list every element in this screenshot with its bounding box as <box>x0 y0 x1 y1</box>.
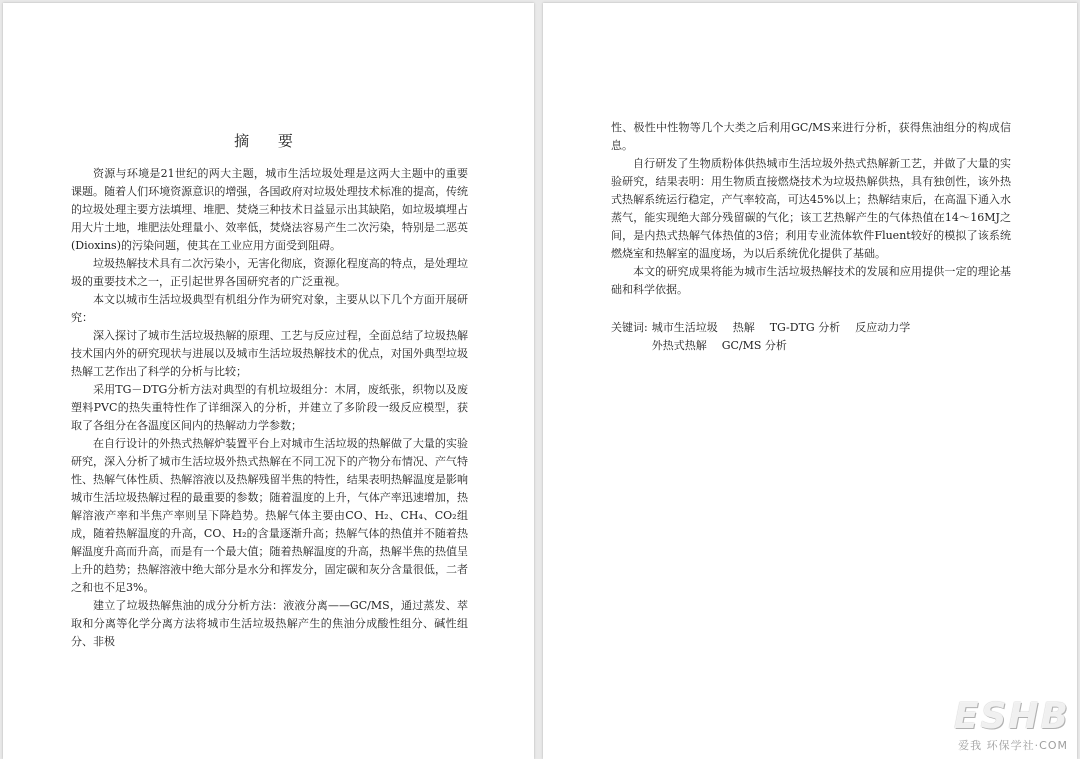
left-page <box>3 3 534 759</box>
right-paragraph-3: 本文的研究成果将能为城市生活垃圾热解技术的发展和应用提供一定的理论基础和科学依据。 <box>611 265 1011 296</box>
keyword-item: TG-DTG 分析 <box>769 321 841 334</box>
left-paragraph-3: 本文以城市生活垃圾典型有机组分作为研究对象，主要从以下几个方面开展研究： <box>71 293 468 324</box>
right-page <box>543 3 1077 759</box>
watermark-subtitle: 爱我 环保学社·COM <box>958 739 1068 752</box>
abstract-title: 摘 要 <box>234 132 305 150</box>
keyword-item: 反应动力学 <box>855 321 911 334</box>
keyword-item: 城市生活垃圾 <box>651 321 718 334</box>
keywords-label: 关键词: <box>611 321 648 334</box>
left-paragraph-2: 垃圾热解技术具有二次污染小，无害化彻底，资源化程度高的特点，是处理垃圾的重要技术之一，正引起世界各国研究者的广泛重视。 <box>71 257 468 288</box>
watermark-logo: ESHB <box>953 696 1070 737</box>
keywords-block <box>611 319 1011 355</box>
keyword-item: GC/MS 分析 <box>721 339 787 352</box>
keyword-item: 热解 <box>732 321 755 334</box>
right-paragraph-2: 自行研发了生物质粉体供热城市生活垃圾外热式热解新工艺，并做了大量的实验研究，结果表明：用生物质直接燃烧技术为垃圾热解供热，具有独创性，该外热式热解系统运行稳定，产气率较高，可达45%以上；热解结束后，在高温下通入水蒸气，能实现绝大部分残留碳的气化；该工艺热解产生的气体热值在14～16MJ之间，是内热式热解气体热值的3倍；利用专业流体软件Fluent较好的模拟了该系统燃烧室和热解室的温度场，为以后系统优化提供了基础。 <box>611 157 1011 260</box>
keywords-list <box>652 319 982 355</box>
right-paragraph-1: 性、极性中性物等几个大类之后利用GC/MS来进行分析，获得焦油组分的构成信息。 <box>611 121 1011 152</box>
left-paragraph-7: 建立了垃圾热解焦油的成分分析方法：液液分离——GC/MS，通过蒸发、萃取和分离等化学分离方法将城市生活垃圾热解产生的焦油分成酸性组分、碱性组分、非极 <box>71 599 468 648</box>
left-paragraph-4: 深入探讨了城市生活垃圾热解的原理、工艺与反应过程，全面总结了垃圾热解技术国内外的研究现状与进展以及城市生活垃圾热解技术的优点，对国外典型垃圾热解工艺作出了科学的分析与比较； <box>71 329 468 378</box>
site-watermark <box>900 697 1072 753</box>
left-paragraph-1: 资源与环境是21世纪的两大主题，城市生活垃圾处理是这两大主题中的重要课题。随着人们环境资源意识的增强，各国政府对垃圾处理技术标准的提高，传统的垃圾处理主要方法填埋、堆肥、焚烧三种技术日益显示出其缺陷，如垃圾填埋占用大片土地，堆肥法处理量小、效率低，焚烧法容易产生二次污染，特别是二恶英(Dioxins)的污染问题，使其在工业应用方面受到阻碍。 <box>71 167 468 252</box>
left-paragraph-5: 采用TG－DTG分析方法对典型的有机垃圾组分：木屑，废纸张，织物以及废塑料PVC的热失重特性作了详细深入的分析，并建立了多阶段一级反应模型，获取了各组分在各温度区间内的热解动力学参数； <box>71 383 468 432</box>
keyword-item: 外热式热解 <box>651 339 707 352</box>
left-paragraph-6: 在自行设计的外热式热解炉装置平台上对城市生活垃圾的热解做了大量的实验研究，深入分析了城市生活垃圾外热式热解在不同工况下的产物分布情况、产气特性、热解气体性质、热解溶液以及热解残留半焦的特性，结果表明热解温度是影响城市生活垃圾热解过程的最重要的参数；随着温度的上升，气体产率迅速增加，热解溶液产率和半焦产率则呈下降趋势。热解气体主要由CO、H₂、CH₄、CO₂组成，随着热解温度的升高，CO、H₂的含量逐渐升高；热解气体的热值并不随着热解温度升高而升高，而是有一个最大值；随着热解温度的升高，热解半焦的热值呈上升的趋势；热解溶液中绝大部分是水分和挥发分，固定碳和灰分含量很低，二者之和也不足3%。 <box>71 437 468 594</box>
